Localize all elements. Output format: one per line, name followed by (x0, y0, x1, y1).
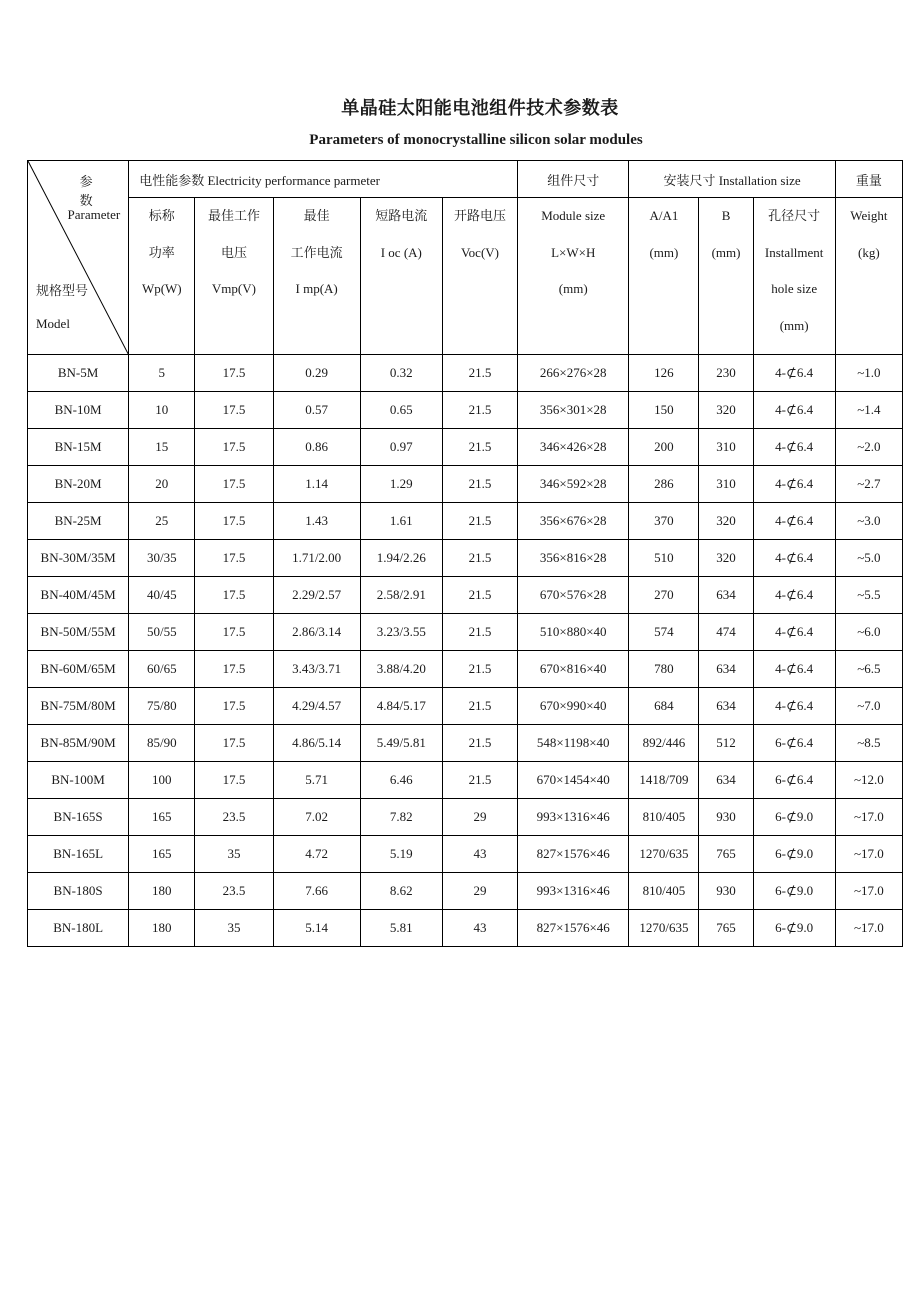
weight-cell: ~5.0 (835, 540, 902, 577)
vmp-cell: 17.5 (195, 651, 273, 688)
b-dimension-cell: 634 (699, 577, 753, 614)
table-row (28, 688, 903, 725)
hole-size-cell: 6-⊄9.0 (753, 873, 835, 910)
table-row (28, 392, 903, 429)
model-cell: BN-165L (28, 836, 129, 873)
b-dimension-cell: 930 (699, 799, 753, 836)
imp-cell: 2.29/2.57 (273, 577, 360, 614)
model-cell: BN-15M (28, 429, 129, 466)
a-dimension-header: A/A1 (mm) (629, 198, 699, 355)
ioc-cell: 7.82 (360, 799, 442, 836)
power-header: 标称 功率 Wp(W) (129, 198, 195, 355)
weight-cell: ~6.0 (835, 614, 902, 651)
vmp-cell: 17.5 (195, 540, 273, 577)
vmp-cell: 17.5 (195, 614, 273, 651)
imp-cell: 5.14 (273, 910, 360, 947)
imp-cell: 0.57 (273, 392, 360, 429)
b-dimension-cell: 765 (699, 836, 753, 873)
module-size-cell: 670×990×40 (518, 688, 629, 725)
module-size-cell: 346×592×28 (518, 466, 629, 503)
module-size-cell: 993×1316×46 (518, 873, 629, 910)
b-dimension-cell: 512 (699, 725, 753, 762)
power-cell: 165 (129, 799, 195, 836)
ioc-cell: 1.61 (360, 503, 442, 540)
model-cell: BN-85M/90M (28, 725, 129, 762)
a-dimension-cell: 684 (629, 688, 699, 725)
header-row-subcolumns (28, 198, 903, 355)
vmp-cell: 17.5 (195, 429, 273, 466)
module-size-cell: 670×576×28 (518, 577, 629, 614)
imp-header: 最佳 工作电流 I mp(A) (273, 198, 360, 355)
a-dimension-cell: 510 (629, 540, 699, 577)
b-dimension-cell: 320 (699, 503, 753, 540)
ioc-cell: 1.29 (360, 466, 442, 503)
power-cell: 30/35 (129, 540, 195, 577)
table-row (28, 762, 903, 799)
a-dimension-cell: 1270/635 (629, 836, 699, 873)
ioc-cell: 5.49/5.81 (360, 725, 442, 762)
power-cell: 20 (129, 466, 195, 503)
a-dimension-cell: 1418/709 (629, 762, 699, 799)
ioc-cell: 3.23/3.55 (360, 614, 442, 651)
electric-group-header: 电性能参数 Electricity performance parmeter (129, 161, 518, 198)
hole-size-cell: 4-⊄6.4 (753, 540, 835, 577)
table-row (28, 651, 903, 688)
hole-size-cell: 4-⊄6.4 (753, 466, 835, 503)
b-dimension-cell: 765 (699, 910, 753, 947)
a-dimension-cell: 286 (629, 466, 699, 503)
model-cell: BN-30M/35M (28, 540, 129, 577)
power-cell: 25 (129, 503, 195, 540)
b-dimension-header: B (mm) (699, 198, 753, 355)
model-cell: BN-40M/45M (28, 577, 129, 614)
corner-cn-label: 参数 (79, 174, 93, 208)
voc-cell: 29 (442, 873, 517, 910)
power-cell: 10 (129, 392, 195, 429)
hole-size-cell: 4-⊄6.4 (753, 651, 835, 688)
weight-cell: ~17.0 (835, 799, 902, 836)
voc-cell: 21.5 (442, 725, 517, 762)
b-dimension-cell: 320 (699, 540, 753, 577)
b-dimension-cell: 930 (699, 873, 753, 910)
imp-cell: 1.43 (273, 503, 360, 540)
vmp-cell: 17.5 (195, 688, 273, 725)
model-cell: BN-75M/80M (28, 688, 129, 725)
module-size-header: Module size L×W×H (mm) (518, 198, 629, 355)
voc-cell: 29 (442, 799, 517, 836)
corner-model-en-label: Model (36, 316, 70, 331)
weight-cell: ~17.0 (835, 910, 902, 947)
vmp-header: 最佳工作 电压 Vmp(V) (195, 198, 273, 355)
table-row (28, 540, 903, 577)
voc-cell: 21.5 (442, 651, 517, 688)
a-dimension-cell: 810/405 (629, 799, 699, 836)
a-dimension-cell: 810/405 (629, 873, 699, 910)
vmp-cell: 17.5 (195, 725, 273, 762)
vmp-cell: 23.5 (195, 873, 273, 910)
voc-cell: 21.5 (442, 688, 517, 725)
install-group-header: 安装尺寸 Installation size (629, 161, 835, 198)
vmp-cell: 17.5 (195, 392, 273, 429)
hole-size-cell: 4-⊄6.4 (753, 688, 835, 725)
weight-cell: ~6.5 (835, 651, 902, 688)
hole-size-cell: 6-⊄6.4 (753, 725, 835, 762)
table-row (28, 910, 903, 947)
table-row (28, 725, 903, 762)
weight-cell: ~8.5 (835, 725, 902, 762)
ioc-cell: 0.65 (360, 392, 442, 429)
model-cell: BN-50M/55M (28, 614, 129, 651)
model-cell: BN-180S (28, 873, 129, 910)
model-cell: BN-25M (28, 503, 129, 540)
weight-cell: ~12.0 (835, 762, 902, 799)
voc-cell: 21.5 (442, 503, 517, 540)
table-row (28, 836, 903, 873)
power-cell: 165 (129, 836, 195, 873)
module-size-cell: 346×426×28 (518, 429, 629, 466)
model-cell: BN-20M (28, 466, 129, 503)
a-dimension-cell: 370 (629, 503, 699, 540)
voc-cell: 21.5 (442, 577, 517, 614)
table-row (28, 873, 903, 910)
weight-cell: ~1.0 (835, 355, 902, 392)
a-dimension-cell: 126 (629, 355, 699, 392)
voc-cell: 21.5 (442, 392, 517, 429)
module-size-cell: 510×880×40 (518, 614, 629, 651)
model-cell: BN-180L (28, 910, 129, 947)
a-dimension-cell: 200 (629, 429, 699, 466)
hole-size-cell: 4-⊄6.4 (753, 429, 835, 466)
model-cell: BN-5M (28, 355, 129, 392)
b-dimension-cell: 320 (699, 392, 753, 429)
hole-size-cell: 4-⊄6.4 (753, 614, 835, 651)
voc-header: 开路电压 Voc(V) (442, 198, 517, 355)
table-row (28, 466, 903, 503)
table-row (28, 614, 903, 651)
module-size-cell: 827×1576×46 (518, 836, 629, 873)
ioc-cell: 3.88/4.20 (360, 651, 442, 688)
hole-size-cell: 6-⊄6.4 (753, 762, 835, 799)
ioc-cell: 2.58/2.91 (360, 577, 442, 614)
corner-parameter-label: Parameter (67, 207, 121, 222)
a-dimension-cell: 1270/635 (629, 910, 699, 947)
vmp-cell: 17.5 (195, 355, 273, 392)
table-row (28, 799, 903, 836)
ioc-cell: 8.62 (360, 873, 442, 910)
ioc-cell: 5.81 (360, 910, 442, 947)
voc-cell: 21.5 (442, 762, 517, 799)
model-cell: BN-10M (28, 392, 129, 429)
weight-cell: ~2.0 (835, 429, 902, 466)
module-size-cell: 356×301×28 (518, 392, 629, 429)
module-size-cell: 670×816×40 (518, 651, 629, 688)
header-row-groups (28, 161, 903, 198)
power-cell: 180 (129, 910, 195, 947)
power-cell: 100 (129, 762, 195, 799)
power-cell: 50/55 (129, 614, 195, 651)
power-cell: 60/65 (129, 651, 195, 688)
table-row (28, 577, 903, 614)
vmp-cell: 23.5 (195, 799, 273, 836)
b-dimension-cell: 634 (699, 651, 753, 688)
ioc-cell: 1.94/2.26 (360, 540, 442, 577)
module-size-cell: 827×1576×46 (518, 910, 629, 947)
vmp-cell: 35 (195, 836, 273, 873)
model-cell: BN-60M/65M (28, 651, 129, 688)
power-cell: 85/90 (129, 725, 195, 762)
hole-size-header: 孔径尺寸 Installment hole size (mm) (753, 198, 835, 355)
imp-cell: 0.29 (273, 355, 360, 392)
a-dimension-cell: 270 (629, 577, 699, 614)
weight-cell: ~17.0 (835, 836, 902, 873)
vmp-cell: 17.5 (195, 503, 273, 540)
ioc-cell: 0.97 (360, 429, 442, 466)
voc-cell: 43 (442, 910, 517, 947)
ioc-cell: 5.19 (360, 836, 442, 873)
hole-size-cell: 4-⊄6.4 (753, 355, 835, 392)
table-row (28, 429, 903, 466)
b-dimension-cell: 230 (699, 355, 753, 392)
ioc-cell: 0.32 (360, 355, 442, 392)
hole-size-cell: 6-⊄9.0 (753, 799, 835, 836)
module-size-cell: 993×1316×46 (518, 799, 629, 836)
a-dimension-cell: 892/446 (629, 725, 699, 762)
hole-size-cell: 4-⊄6.4 (753, 503, 835, 540)
power-cell: 180 (129, 873, 195, 910)
power-cell: 15 (129, 429, 195, 466)
module-size-cell: 266×276×28 (518, 355, 629, 392)
vmp-cell: 35 (195, 910, 273, 947)
a-dimension-cell: 780 (629, 651, 699, 688)
vmp-cell: 17.5 (195, 466, 273, 503)
weight-cell: ~17.0 (835, 873, 902, 910)
voc-cell: 21.5 (442, 466, 517, 503)
imp-cell: 0.86 (273, 429, 360, 466)
imp-cell: 1.14 (273, 466, 360, 503)
module-size-group-header: 组件尺寸 (518, 161, 629, 198)
weight-cell: ~7.0 (835, 688, 902, 725)
vmp-cell: 17.5 (195, 577, 273, 614)
imp-cell: 4.72 (273, 836, 360, 873)
b-dimension-cell: 474 (699, 614, 753, 651)
module-size-cell: 548×1198×40 (518, 725, 629, 762)
weight-header: Weight (kg) (835, 198, 902, 355)
spec-table (27, 160, 903, 947)
a-dimension-cell: 574 (629, 614, 699, 651)
table-row (28, 355, 903, 392)
imp-cell: 1.71/2.00 (273, 540, 360, 577)
ioc-cell: 4.84/5.17 (360, 688, 442, 725)
imp-cell: 4.29/4.57 (273, 688, 360, 725)
hole-size-cell: 4-⊄6.4 (753, 392, 835, 429)
module-size-cell: 356×816×28 (518, 540, 629, 577)
weight-cell: ~1.4 (835, 392, 902, 429)
model-cell: BN-165S (28, 799, 129, 836)
ioc-cell: 6.46 (360, 762, 442, 799)
weight-cell: ~2.7 (835, 466, 902, 503)
weight-cell: ~5.5 (835, 577, 902, 614)
b-dimension-cell: 634 (699, 688, 753, 725)
b-dimension-cell: 310 (699, 466, 753, 503)
voc-cell: 21.5 (442, 355, 517, 392)
power-cell: 75/80 (129, 688, 195, 725)
corner-header-cell (28, 161, 129, 355)
imp-cell: 2.86/3.14 (273, 614, 360, 651)
voc-cell: 21.5 (442, 540, 517, 577)
weight-cell: ~3.0 (835, 503, 902, 540)
imp-cell: 7.66 (273, 873, 360, 910)
module-size-cell: 670×1454×40 (518, 762, 629, 799)
imp-cell: 7.02 (273, 799, 360, 836)
table-row (28, 503, 903, 540)
module-size-cell: 356×676×28 (518, 503, 629, 540)
hole-size-cell: 6-⊄9.0 (753, 836, 835, 873)
voc-cell: 21.5 (442, 614, 517, 651)
document-title-cn: 单晶硅太阳能电池组件技术参数表 (341, 98, 619, 118)
ioc-header: 短路电流 I oc (A) (360, 198, 442, 355)
vmp-cell: 17.5 (195, 762, 273, 799)
imp-cell: 3.43/3.71 (273, 651, 360, 688)
weight-group-header: 重量 (835, 161, 902, 198)
power-cell: 5 (129, 355, 195, 392)
model-cell: BN-100M (28, 762, 129, 799)
hole-size-cell: 6-⊄9.0 (753, 910, 835, 947)
power-cell: 40/45 (129, 577, 195, 614)
document-title-en: Parameters of monocrystalline silicon solar modules (309, 132, 643, 148)
a-dimension-cell: 150 (629, 392, 699, 429)
voc-cell: 43 (442, 836, 517, 873)
b-dimension-cell: 310 (699, 429, 753, 466)
imp-cell: 4.86/5.14 (273, 725, 360, 762)
hole-size-cell: 4-⊄6.4 (753, 577, 835, 614)
b-dimension-cell: 634 (699, 762, 753, 799)
voc-cell: 21.5 (442, 429, 517, 466)
imp-cell: 5.71 (273, 762, 360, 799)
corner-model-cn-label: 规格型号 (36, 283, 89, 298)
